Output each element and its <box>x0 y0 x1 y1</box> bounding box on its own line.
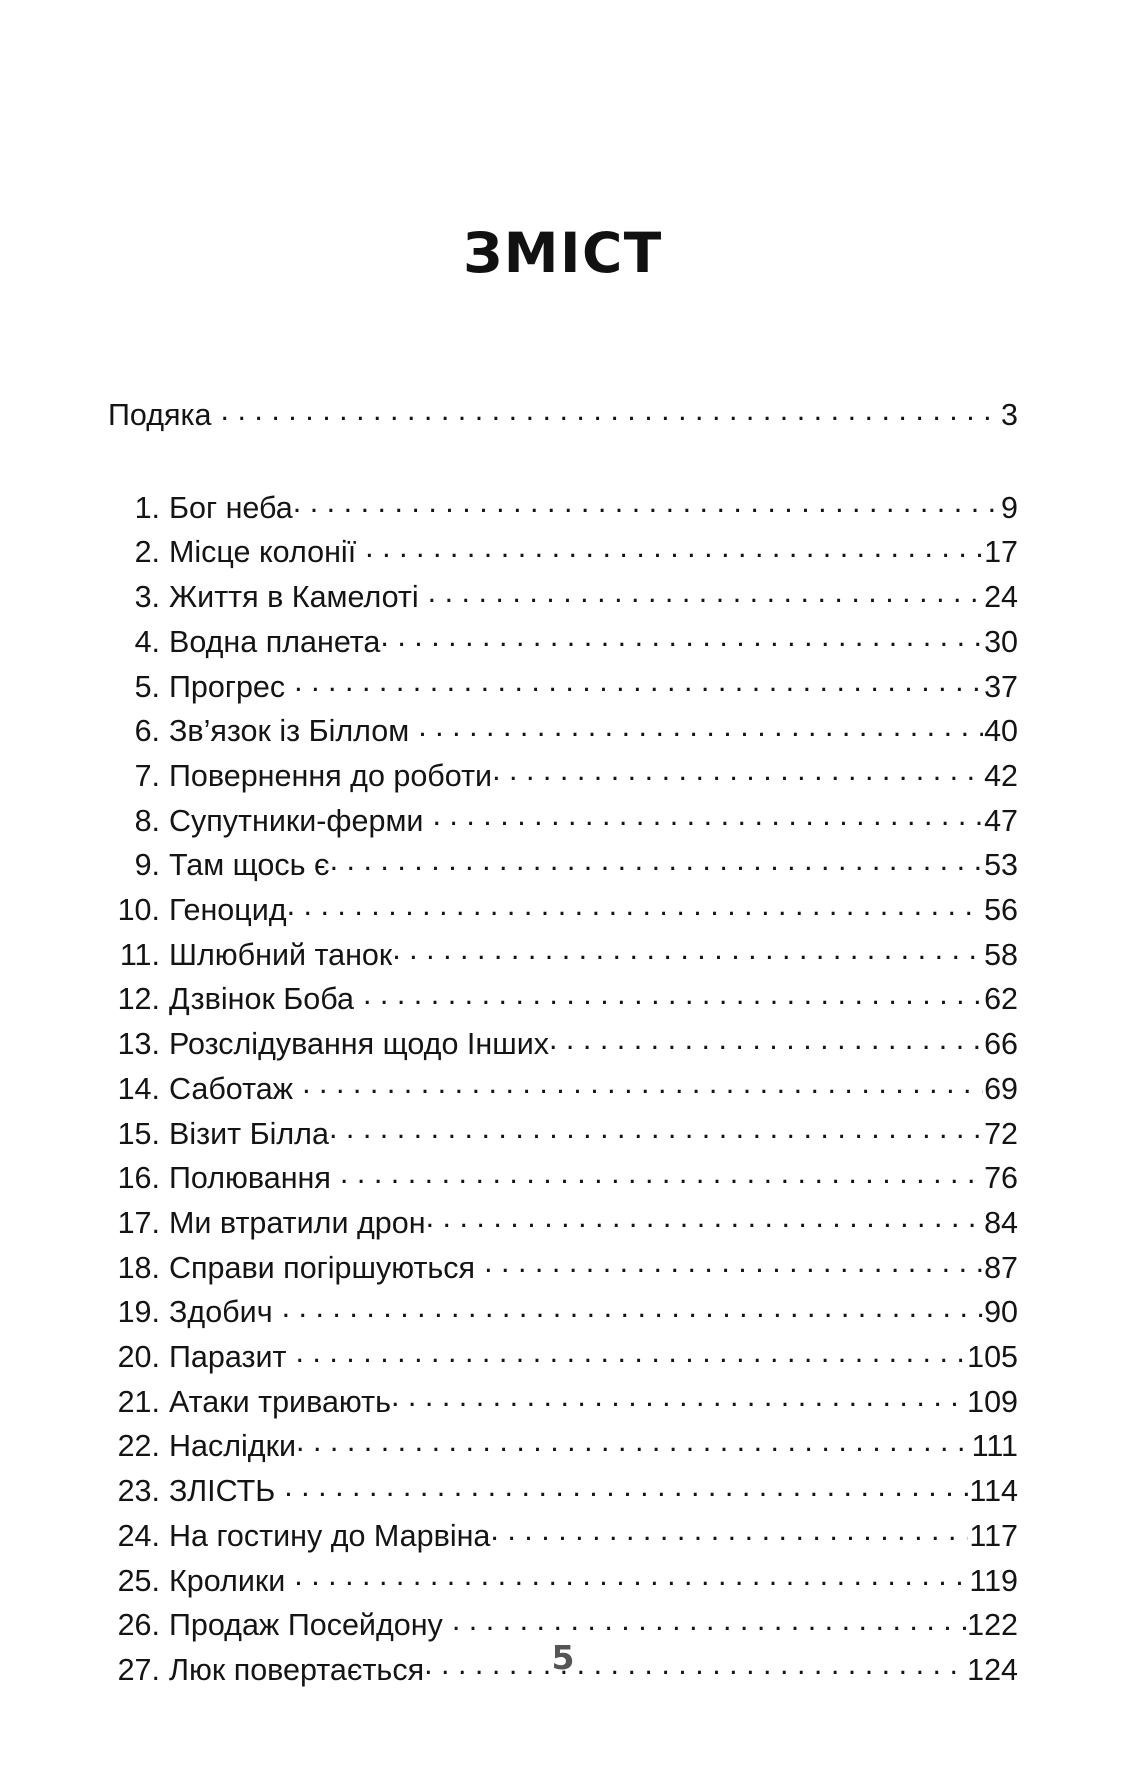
dot-leader <box>363 979 983 1010</box>
dot-leader <box>330 845 984 876</box>
page-number: 3 <box>1001 398 1018 432</box>
chapter-entry[interactable] <box>108 1201 1018 1246</box>
chapter-entry[interactable] <box>108 1559 1018 1604</box>
chapter-entry[interactable] <box>108 1022 1018 1067</box>
page-number: 124 <box>967 1652 1018 1687</box>
dot-leader <box>287 890 984 921</box>
chapter-entry[interactable] <box>108 933 1018 978</box>
dot-leader <box>428 577 983 608</box>
dot-leader <box>221 395 1001 426</box>
chapter-number: 13. <box>117 1027 160 1062</box>
front-matter-list <box>108 393 1018 438</box>
chapter-number: 17. <box>117 1205 160 1240</box>
chapter-entry[interactable] <box>108 1469 1018 1514</box>
chapter-number: 2. <box>134 535 160 570</box>
chapter-entry[interactable] <box>108 888 1018 933</box>
chapter-title: Розслідування щодо Інших <box>169 1027 549 1062</box>
chapter-list <box>108 486 1018 1693</box>
chapter-title: Ми втратили дрон <box>169 1205 426 1240</box>
chapter-number: 6. <box>134 714 160 749</box>
chapter-title: На гостину до Марвіна <box>169 1518 491 1553</box>
chapter-entry[interactable] <box>108 665 1018 710</box>
chapter-number: 7. <box>134 758 160 793</box>
page-number: 24 <box>984 580 1018 615</box>
dot-leader <box>549 1024 983 1055</box>
chapter-number: 26. <box>117 1608 160 1643</box>
chapter-number: 18. <box>117 1250 160 1285</box>
dot-leader <box>365 532 983 563</box>
chapter-number: 1. <box>134 490 160 525</box>
page-number: 72 <box>984 1116 1018 1151</box>
page-number: 122 <box>967 1608 1018 1643</box>
dot-leader <box>329 1113 983 1144</box>
page-number: 69 <box>984 1071 1018 1106</box>
page-number: 9 <box>1001 490 1018 525</box>
dot-leader <box>484 1247 983 1278</box>
dot-leader <box>391 1381 966 1412</box>
page-number: 117 <box>969 1518 1018 1553</box>
chapter-number: 16. <box>117 1161 160 1196</box>
chapter-number: 10. <box>117 893 160 928</box>
chapter-title: Наслідки <box>169 1429 296 1464</box>
chapter-entry[interactable] <box>108 1514 1018 1559</box>
dot-leader <box>293 487 1000 518</box>
chapter-entry[interactable] <box>108 843 1018 888</box>
chapter-title: Атаки тривають <box>169 1384 391 1419</box>
chapter-title: Місце колонії <box>169 535 357 570</box>
chapter-number: 23. <box>117 1474 160 1509</box>
chapter-entry[interactable] <box>108 799 1018 844</box>
chapter-number: 22. <box>117 1429 160 1464</box>
chapter-title: Геноцид <box>169 893 287 928</box>
chapter-title: Паразит <box>169 1340 287 1375</box>
chapter-entry[interactable] <box>108 1335 1018 1380</box>
chapter-title: Прогрес <box>169 669 286 704</box>
chapter-number: 20. <box>117 1340 160 1375</box>
chapter-title: Зв’язок із Біллом <box>169 714 410 749</box>
chapter-entry[interactable] <box>108 575 1018 620</box>
page-number: 109 <box>967 1384 1018 1419</box>
chapter-title: Люк повертається <box>169 1652 425 1687</box>
dot-leader <box>340 1158 983 1189</box>
chapter-number: 5. <box>134 669 160 704</box>
dot-leader <box>490 1515 968 1546</box>
page-number: 40 <box>984 714 1018 749</box>
chapter-title: Кролики <box>169 1563 286 1598</box>
page-number: 119 <box>969 1563 1018 1598</box>
chapter-number: 25. <box>117 1563 160 1598</box>
chapter-entry[interactable] <box>108 1424 1018 1469</box>
page-number: 114 <box>969 1474 1018 1509</box>
page-number: 47 <box>984 803 1018 838</box>
dot-leader <box>418 711 983 742</box>
page-number: 66 <box>984 1027 1018 1062</box>
page-number: 56 <box>984 893 1018 928</box>
chapter-number: 12. <box>117 982 160 1017</box>
chapter-entry[interactable] <box>108 977 1018 1022</box>
front-matter-entry[interactable] <box>108 393 1018 438</box>
page-title: ЗМІСТ <box>463 221 663 285</box>
page-number: 58 <box>984 937 1018 972</box>
page-folio: 5 <box>551 1638 575 1677</box>
chapter-number: 9. <box>134 848 160 883</box>
page-number: 76 <box>984 1161 1018 1196</box>
chapter-entry[interactable] <box>108 1156 1018 1201</box>
page-number: 62 <box>984 982 1018 1017</box>
chapter-title: ЗЛІСТЬ <box>169 1474 276 1509</box>
dot-leader <box>284 1471 968 1502</box>
chapter-title: Здобич <box>169 1295 273 1330</box>
chapter-title: Справи погіршуються <box>169 1250 476 1285</box>
chapter-number: 19. <box>117 1295 160 1330</box>
dot-leader <box>432 800 983 831</box>
chapter-entry[interactable] <box>108 1112 1018 1157</box>
dot-leader <box>426 1202 984 1233</box>
chapter-title: Повернення до роботи <box>169 758 493 793</box>
chapter-title: Продаж Посейдону <box>169 1608 443 1643</box>
page-number: 111 <box>971 1429 1018 1464</box>
chapter-number: 21. <box>117 1384 160 1419</box>
dot-leader <box>296 1426 971 1457</box>
chapter-entry[interactable] <box>108 1067 1018 1112</box>
chapter-number: 11. <box>119 937 160 972</box>
chapter-entry[interactable] <box>108 1380 1018 1425</box>
page-number: 84 <box>984 1205 1018 1240</box>
page-number: 87 <box>984 1250 1018 1285</box>
chapter-title: Там щось є <box>169 848 330 883</box>
chapter-number: 8. <box>134 803 160 838</box>
chapter-title: Полювання <box>169 1161 331 1196</box>
dot-leader <box>294 666 983 697</box>
chapter-entry[interactable] <box>108 620 1018 665</box>
page-number: 42 <box>984 758 1018 793</box>
chapter-number: 3. <box>134 580 160 615</box>
page-number: 37 <box>984 669 1018 704</box>
chapter-entry[interactable] <box>108 1290 1018 1335</box>
chapter-title: Бог неба <box>169 490 293 525</box>
chapter-number: 27. <box>117 1652 160 1687</box>
page-number: 53 <box>984 848 1018 883</box>
chapter-title: Супутники-ферми <box>169 803 424 838</box>
chapter-entry[interactable] <box>108 754 1018 799</box>
dot-leader <box>282 1292 983 1323</box>
page-number: 90 <box>984 1295 1018 1330</box>
chapter-number: 4. <box>134 624 160 659</box>
chapter-entry[interactable] <box>108 530 1018 575</box>
dot-leader <box>302 1068 983 1099</box>
chapter-entry[interactable] <box>108 486 1018 531</box>
front-matter-label: Подяка <box>108 398 212 432</box>
page-number: 30 <box>984 624 1018 659</box>
dot-leader <box>380 621 983 652</box>
dot-leader <box>452 1605 966 1636</box>
chapter-number: 14. <box>117 1071 160 1106</box>
page-number: 105 <box>967 1340 1018 1375</box>
chapter-number: 15. <box>117 1116 160 1151</box>
dot-leader <box>294 1560 968 1591</box>
chapter-entry[interactable] <box>108 1246 1018 1291</box>
chapter-title: Дзвінок Боба <box>169 982 354 1017</box>
dot-leader <box>295 1337 966 1368</box>
chapter-title: Водна планета <box>169 624 381 659</box>
page-number: 17 <box>984 535 1018 570</box>
dot-leader <box>492 755 983 786</box>
chapter-number: 24. <box>117 1518 160 1553</box>
chapter-title: Життя в Камелоті <box>169 580 419 615</box>
chapter-entry[interactable] <box>108 709 1018 754</box>
chapter-title: Саботаж <box>169 1071 294 1106</box>
dot-leader <box>392 934 983 965</box>
chapter-title: Шлюбний танок <box>169 937 393 972</box>
chapter-title: Візит Білла <box>169 1116 329 1151</box>
